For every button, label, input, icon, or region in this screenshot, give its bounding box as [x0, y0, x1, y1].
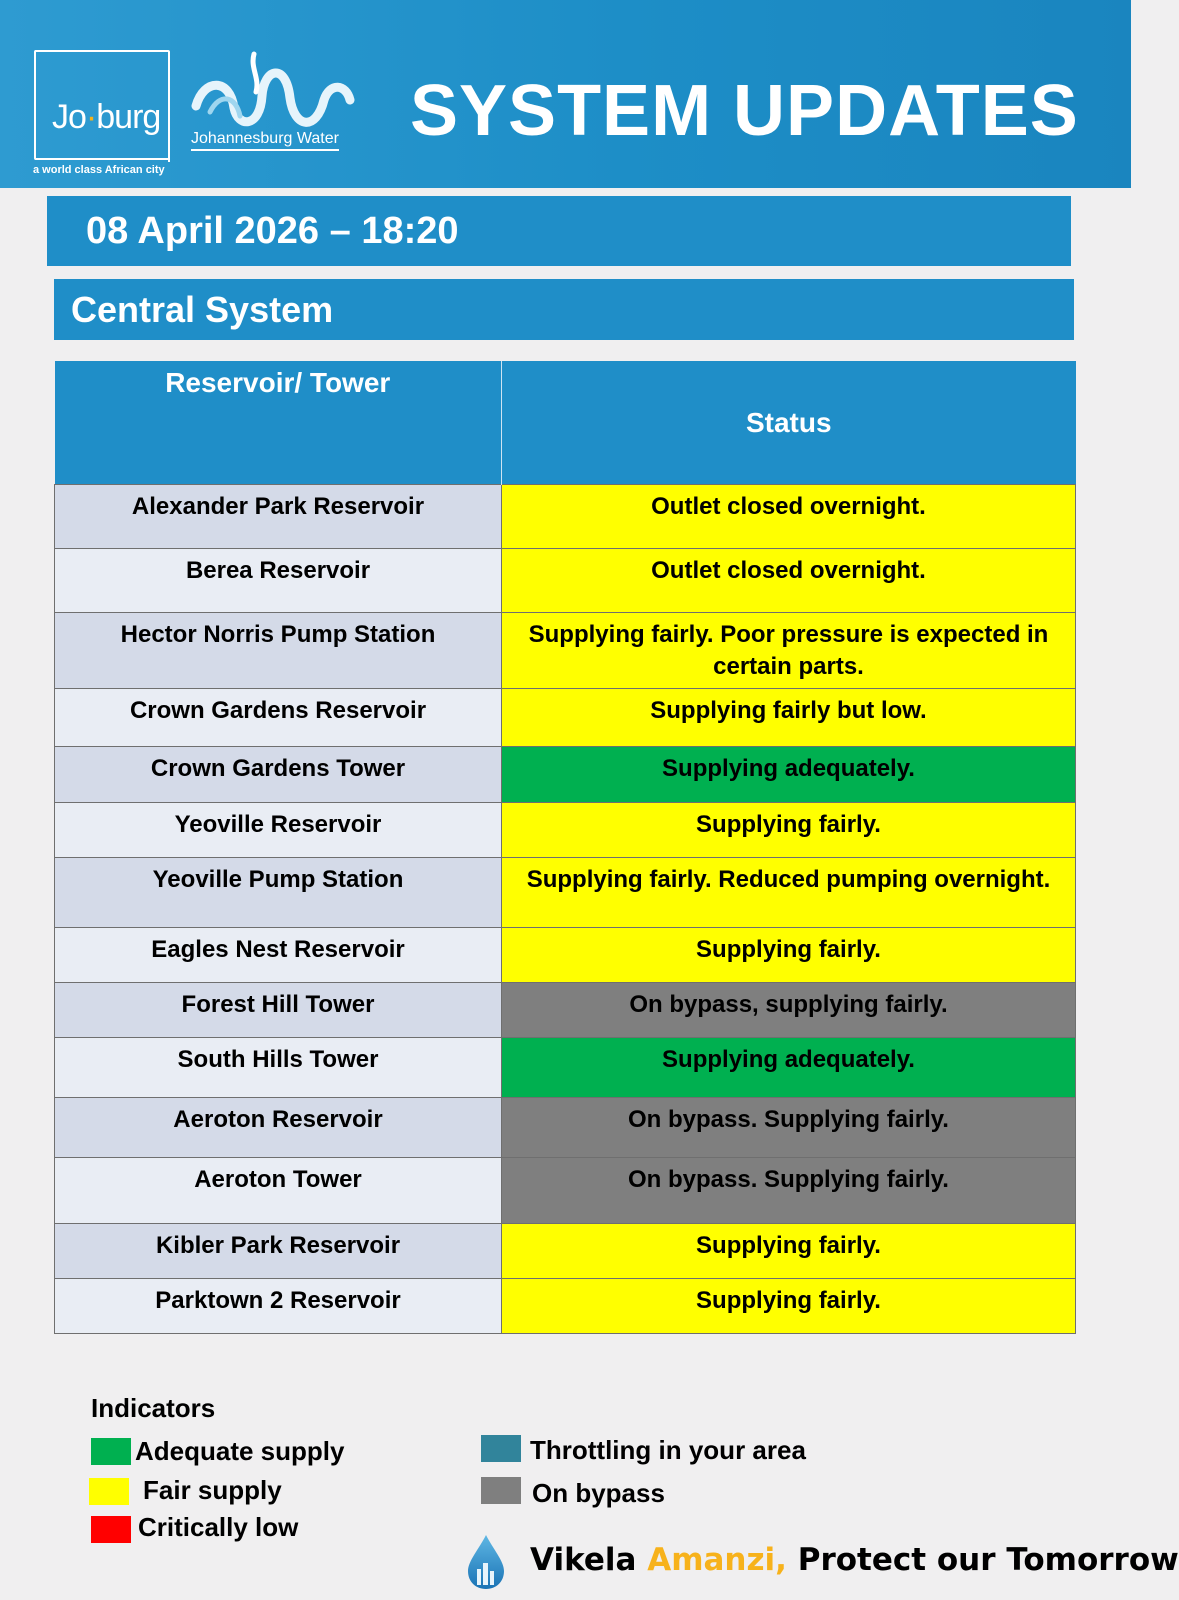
reservoir-name-cell: Hector Norris Pump Station	[55, 613, 502, 689]
reservoir-name-cell: Alexander Park Reservoir	[55, 485, 502, 549]
table-row	[55, 1098, 1076, 1158]
status-cell: On bypass. Supplying fairly.	[502, 1158, 1076, 1224]
table-row	[55, 689, 1076, 747]
system-name: Central System	[71, 289, 334, 330]
legend-swatch-throttling	[481, 1435, 521, 1462]
legend-swatch-bypass	[481, 1477, 521, 1504]
column-header-reservoir: Reservoir/ Tower	[55, 361, 502, 485]
legend-label-throttling: Throttling in your area	[530, 1435, 806, 1465]
table-row	[55, 858, 1076, 928]
legend-label-fair: Fair supply	[143, 1475, 282, 1505]
status-cell: Supplying fairly.	[502, 1224, 1076, 1279]
joburg-logo-word: Jo·burg	[52, 98, 161, 136]
status-cell: On bypass, supplying fairly.	[502, 983, 1076, 1038]
table-row	[55, 983, 1076, 1038]
table-row	[55, 549, 1076, 613]
reservoir-name-cell: Eagles Nest Reservoir	[55, 928, 502, 983]
status-cell: Supplying adequately.	[502, 1038, 1076, 1098]
legend-title: Indicators	[91, 1393, 216, 1423]
table-row	[55, 613, 1076, 689]
table-header-row	[55, 361, 1076, 485]
column-header-status: Status	[502, 361, 1076, 485]
status-cell: Supplying fairly.	[502, 803, 1076, 858]
legend-label-bypass: On bypass	[532, 1478, 665, 1508]
reservoir-name-cell: South Hills Tower	[55, 1038, 502, 1098]
date-banner	[47, 196, 1071, 266]
legend-swatch-fair	[89, 1478, 129, 1505]
table-row	[55, 1279, 1076, 1334]
status-cell: Supplying fairly.	[502, 928, 1076, 983]
status-cell: Supplying fairly.	[502, 1279, 1076, 1334]
legend-label-adequate: Adequate supply	[135, 1436, 345, 1466]
status-cell: Supplying fairly. Poor pressure is expected in certain parts.	[502, 613, 1076, 689]
footer-slogan: Vikela Amanzi, Protect our Tomorrow	[530, 1542, 1179, 1578]
water-drop-icon	[465, 1533, 507, 1591]
table-row	[55, 928, 1076, 983]
status-cell: On bypass. Supplying fairly.	[502, 1098, 1076, 1158]
table-row	[55, 485, 1076, 549]
table-row	[55, 803, 1076, 858]
status-cell: Outlet closed overnight.	[502, 549, 1076, 613]
reservoir-name-cell: Berea Reservoir	[55, 549, 502, 613]
reservoir-name-cell: Aeroton Tower	[55, 1158, 502, 1224]
table-row	[55, 1038, 1076, 1098]
reservoir-name-cell: Yeoville Pump Station	[55, 858, 502, 928]
table-row	[55, 1158, 1076, 1224]
page-title: SYSTEM UPDATES	[410, 71, 1079, 151]
reservoir-name-cell: Crown Gardens Tower	[55, 747, 502, 803]
reservoir-name-cell: Aeroton Reservoir	[55, 1098, 502, 1158]
reservoir-name-cell: Yeoville Reservoir	[55, 803, 502, 858]
status-cell: Supplying adequately.	[502, 747, 1076, 803]
status-cell: Outlet closed overnight.	[502, 485, 1076, 549]
table-row	[55, 1224, 1076, 1279]
date-time-text: 08 April 2026 – 18:20	[86, 210, 459, 252]
reservoir-name-cell: Parktown 2 Reservoir	[55, 1279, 502, 1334]
johannesburg-water-text: Johannesburg Water	[191, 130, 339, 151]
status-cell: Supplying fairly. Reduced pumping overnight.	[502, 858, 1076, 928]
reservoir-name-cell: Crown Gardens Reservoir	[55, 689, 502, 747]
table-row	[55, 747, 1076, 803]
legend-swatch-adequate	[91, 1438, 131, 1465]
joburg-tagline: a world class African city	[33, 164, 165, 176]
reservoir-name-cell: Kibler Park Reservoir	[55, 1224, 502, 1279]
header-banner	[0, 0, 1131, 188]
status-table	[54, 361, 1076, 1334]
legend-swatch-critical	[91, 1516, 131, 1543]
legend-label-critical: Critically low	[138, 1512, 299, 1542]
joburg-logo	[34, 50, 170, 160]
status-cell: Supplying fairly but low.	[502, 689, 1076, 747]
system-banner	[54, 279, 1074, 340]
reservoir-name-cell: Forest Hill Tower	[55, 983, 502, 1038]
